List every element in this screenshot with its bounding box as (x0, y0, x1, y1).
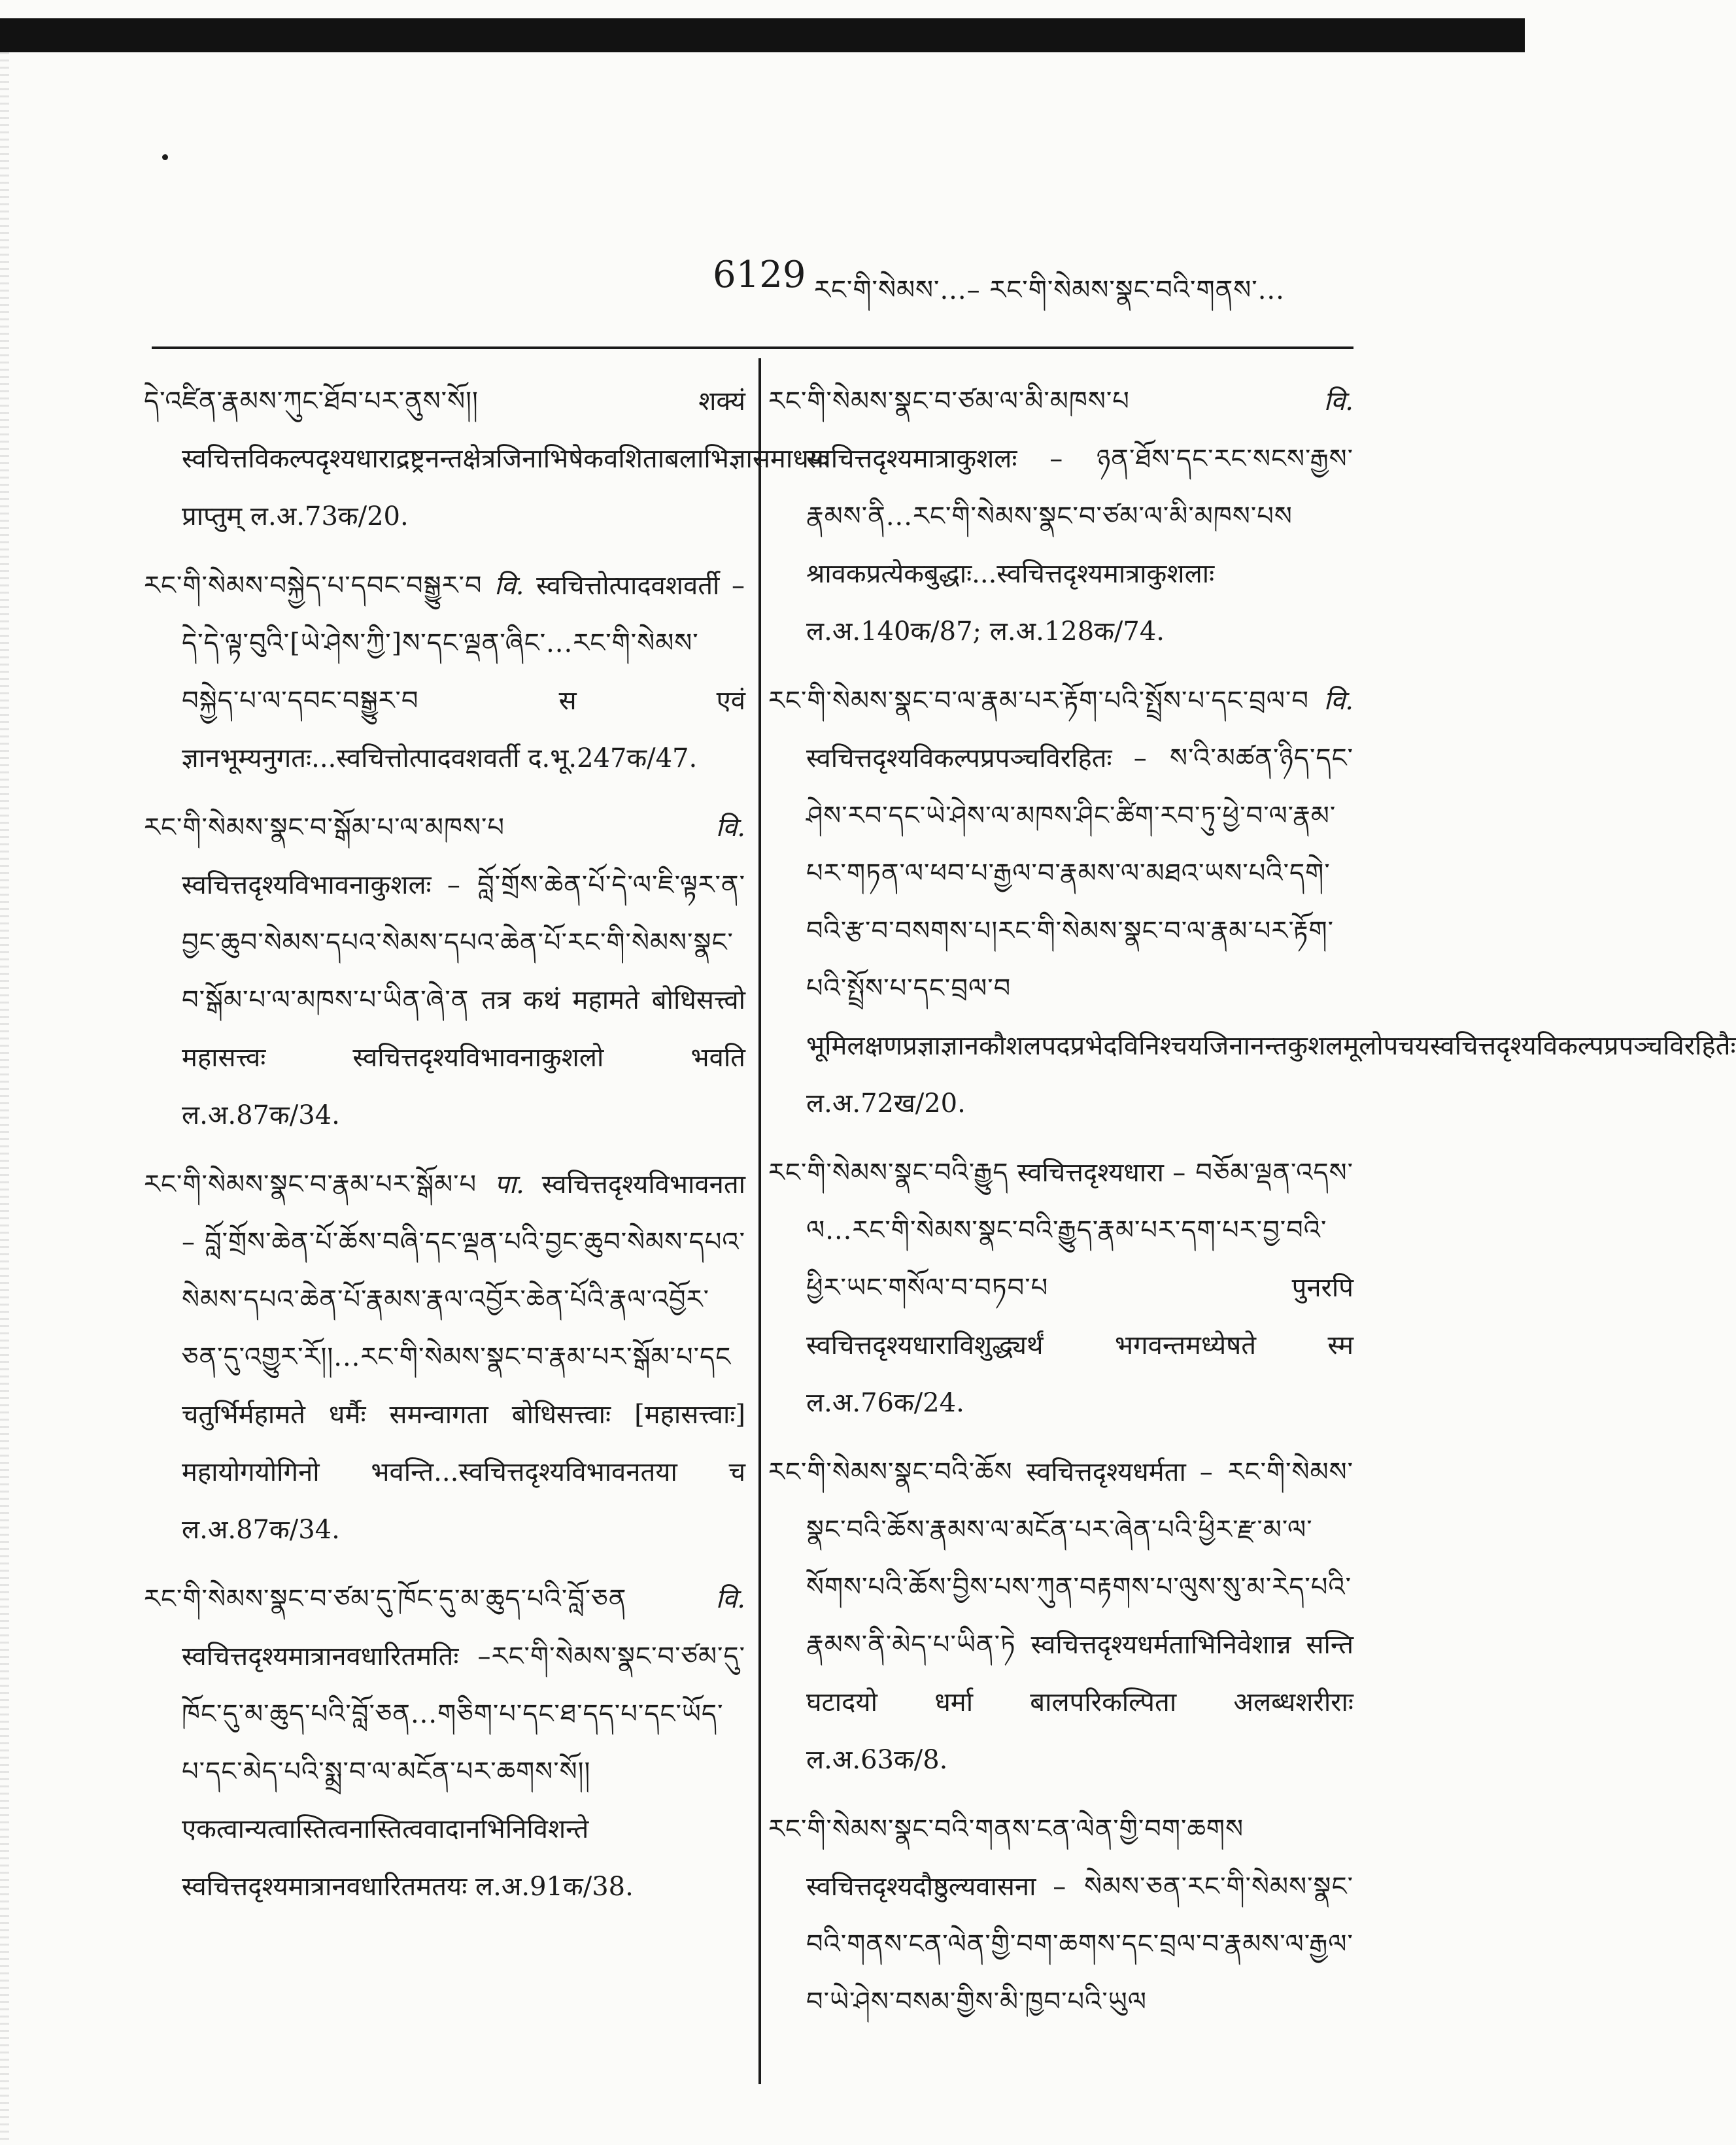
entry-tibetan-example: – ཉན་ཐོས་དང་རང་སངས་རྒྱས་རྣམས་ནི...རང་གི་སེམས་སྣང་བ་ཙམ་ལ་མི་མཁས་པས (806, 444, 1353, 532)
entry-tibetan: དེ་འཛིན་རྣམས་ཀུང་ཐོབ་པར་ནུས་སོ།། (144, 386, 479, 416)
entry-sanskrit-example: स एवं ज्ञानभूम्यनुगतः...स्वचित्तोत्पादवशवर्ती (182, 686, 745, 773)
entry-reference: ल.अ.76क/24. (806, 1388, 964, 1418)
entry-sanskrit: स्वचित्तदृश्यमात्रानवधारितमतिः (182, 1642, 459, 1672)
entry-reference: ल.अ.140क/87; ल.अ.128क/74. (806, 616, 1165, 647)
dictionary-entry (144, 373, 830, 545)
entry-sanskrit-example: श्रावकप्रत्येकबुद्धाः...स्वचित्तदृश्यमात्राकुशलाः (806, 559, 1215, 589)
entry-tibetan-example: –རང་གི་སེམས་སྣང་བ་ཙམ་དུ་ཁོང་དུ་མ་ཆུད་པའི་བློ་ཅན...གཅིག་པ་དང་ཐ་དད་པ་དང་ཡོད་པ་དང་མེད་པའི་སྨྲ་བ་ལ་མངོན་པར་ཆགས་སོ།། (182, 1642, 745, 1787)
entry-reference: द.भू.247क/47. (528, 743, 698, 773)
entry-sanskrit: स्वचित्तदृश्यधारा (1017, 1158, 1164, 1188)
running-head: རང་གི་སེམས་...– རང་གི་སེམས་སྣང་བའི་གནས་... (814, 275, 1285, 305)
entry-reference: ल.अ.63क/8. (806, 1745, 948, 1775)
entry-sanskrit-example: तत्र कथं महामते बोधिसत्त्वो महासत्त्वः स्वचित्तदृश्यविभावनाकुशलो भवति (182, 985, 745, 1073)
header-rule (152, 346, 1353, 349)
entry-headword: རང་གི་སེམས་སྣང་བ་རྣམ་པར་སྒོམ་པ (144, 1170, 477, 1200)
entry-headword: རང་གི་སེམས་སྣང་བའི་རྒྱུད (768, 1158, 1009, 1188)
entry-headword: རང་གི་སེམས་སྣང་བ་ལ་རྣམ་པར་རྟོག་པའི་སྤྲོས་པ་དང་བྲལ་བ (768, 686, 1310, 716)
dictionary-entry (768, 1144, 1353, 1432)
entry-reference: ल.अ.87क/34. (182, 1515, 340, 1545)
entry-sanskrit: शक्यं स्वचित्तविकल्पदृश्यधाराद्रष्ट्रनन्तक्षेत्रजिनाभिषेकवशिताबलाभिज्ञासमाधयः प्राप्तुम् (182, 386, 830, 532)
entry-sanskrit-example: पुनरपि स्वचित्तदृश्यधाराविशुद्ध्यर्थं भगवन्तमध्येषते स्म (806, 1273, 1353, 1360)
entry-sanskrit: स्वचित्तदृश्यदौष्ठुल्यवासना (806, 1872, 1036, 1902)
entry-sanskrit-example: स्वचित्तदृश्यधर्मताभिनिवेशान्न सन्ति घटादयो धर्मा बालपरिकल्पिता अलब्धशरीराः (806, 1630, 1353, 1717)
entry-headword: རང་གི་སེམས་སྣང་བའི་ཆོས (768, 1457, 1013, 1487)
scan-top-border (0, 18, 1525, 52)
entry-pos: वि. (1323, 386, 1353, 416)
entry-tibetan-example: – ས་འི་མཚན་ཉིད་དང་ཤེས་རབ་དང་ཡེ་ཤེས་ལ་མཁས་ཤིང་ཚིག་རབ་ཏུ་ཕྱེ་བ་ལ་རྣམ་པར་གཏན་ལ་ཕབ་པ་རྒྱལ་བ་རྣམས་ལ་མཐའ་ཡས་པའི་དགེ་བའི་རྩ་བ་བསགས་པ།རང་གི་སེམས་སྣང་བ་ལ་རྣམ་པར་རྟོག་པའི་སྤྲོས་པ་དང་བྲལ་བ (806, 743, 1353, 1004)
dictionary-entry (768, 1800, 1353, 2031)
entry-headword: རང་གི་སེམས་སྣང་བ་ཙམ་ལ་མི་མཁས་པ (768, 386, 1130, 416)
scan-left-edge (0, 52, 9, 2144)
entry-pos: वि. (494, 571, 524, 601)
entry-headword: རང་གི་སེམས་སྣང་བའི་གནས་ངན་ལེན་གྱི་བག་ཆགས (768, 1814, 1244, 1844)
entry-sanskrit: स्वचित्तदृश्यमात्राकुशलः (806, 444, 1017, 474)
page-number: 6129 (713, 254, 806, 296)
dictionary-entry (768, 373, 1353, 660)
stray-dot (162, 154, 168, 160)
entry-tibetan-example: – བཅོམ་ལྡན་འདས་ལ...རང་གི་སེམས་སྣང་བའི་རྒྱུད་རྣམ་པར་དག་པར་བྱ་བའི་ཕྱིར་ཡང་གསོལ་བ་བཏབ་པ (806, 1158, 1354, 1303)
dictionary-entry (144, 1156, 745, 1559)
entry-pos: वि. (715, 813, 745, 843)
entry-tibetan-example: – བློ་གྲོས་ཆེན་པོ་ཆོས་བཞི་དང་ལྡན་པའི་བྱང་ཆུབ་སེམས་དཔའ་སེམས་དཔའ་ཆེན་པོ་རྣམས་རྣལ་འབྱོར་ཆེན་པོའི་རྣལ་འབྱོར་ཅན་དུ་འགྱུར་རོ།།...རང་གི་སེམས་སྣང་བ་རྣམ་པར་སྒོམ་པ་དང (182, 1227, 745, 1372)
entry-sanskrit-example: चतुर्भिर्महामते धर्मैः समन्वागता बोधिसत्त्वाः [महासत्त्वाः] महायोगयोगिनो भवन्ति...स्वचित्तदृश्यविभावनतया च (182, 1400, 745, 1487)
entry-sanskrit: स्वचित्तदृश्यविकल्पप्रपञ्चविरहितः (806, 743, 1112, 773)
entry-sanskrit: स्वचित्तोत्पादवशवर्ती (536, 571, 720, 601)
entry-pos: वि. (1323, 686, 1353, 716)
dictionary-entry (144, 799, 745, 1144)
entry-sanskrit-example: भूमिलक्षणप्रज्ञाज्ञानकौशलपदप्रभेदविनिश्चयजिनानन्तकुशलमूलोपचयस्वचित्तदृश्यविकल्पप्रपञ्चविरहितैः (806, 1031, 1736, 1061)
entry-reference: ल.अ.91क/38. (475, 1872, 634, 1902)
entry-sanskrit: स्वचित्तदृश्यधर्मता (1026, 1457, 1186, 1487)
entry-pos: वि. (715, 1584, 745, 1614)
entry-reference: ल.अ.87क/34. (182, 1100, 340, 1130)
entry-reference: ल.अ.72ख/20. (806, 1089, 966, 1119)
dictionary-entry (768, 672, 1736, 1132)
entry-sanskrit: स्वचित्तदृश्यविभावनाकुशलः (182, 870, 432, 900)
dictionary-entry (768, 1444, 1353, 1789)
entry-tibetan-example: – རང་གི་སེམས་སྣང་བའི་ཆོས་རྣམས་ལ་མངོན་པར་ཞེན་པའི་ཕྱིར་རྫ་མ་ལ་སོགས་པའི་ཆོས་བྱིས་པས་ཀུན་བརྟགས་པ་ལུས་སུ་མ་རེད་པའི་རྣམས་ནི་མེད་པ་ཡིན་ཏེ (806, 1457, 1354, 1660)
entry-sanskrit: स्वचित्तदृश्यविभावनता (541, 1170, 746, 1200)
column-divider (758, 358, 761, 2084)
left-column (144, 373, 830, 1927)
entry-tibetan-example: – བློ་གྲོས་ཆེན་པོ་དེ་ལ་ཇི་ལྟར་ན་བྱང་ཆུབ་སེམས་དཔའ་སེམས་དཔའ་ཆེན་པོ་རང་གི་སེམས་སྣང་བ་སྒོམ་པ་ལ་མཁས་པ་ཡིན་ཞེ་ན (182, 870, 745, 1015)
entry-tibetan-example: – དེ་དེ་ལྟ་བུའི་[ཡེ་ཤེས་ཀྱི་]ས་དང་ལྡན་ཞིང་...རང་གི་སེམས་བསྐྱེད་པ་ལ་དབང་བསྒྱུར་བ (182, 571, 745, 716)
entry-tibetan-example: – སེམས་ཅན་རང་གི་སེམས་སྣང་བའི་གནས་ངན་ལེན་གྱི་བག་ཆགས་དང་བྲལ་བ་རྣམས་ལ་རྒྱལ་བ་ཡེ་ཤེས་བསམ་གྱིས་མི་ཁྱབ་པའི་ཡུལ (806, 1872, 1353, 2017)
entry-headword: རང་གི་སེམས་བསྐྱེད་པ་དབང་བསྒྱུར་བ (144, 571, 483, 601)
dictionary-entry (144, 1570, 745, 1916)
entry-sanskrit-example: एकत्वान्यत्वास्तित्वनास्तित्ववादानभिनिविशन्ते स्वचित्तदृश्यमात्रानवधारितमतयः (182, 1814, 589, 1902)
entry-headword: རང་གི་སེམས་སྣང་བ་ཙམ་དུ་ཁོང་དུ་མ་ཆུད་པའི་བློ་ཅན (144, 1584, 627, 1614)
dictionary-entry (144, 557, 745, 787)
entry-headword: རང་གི་སེམས་སྣང་བ་སྒོམ་པ་ལ་མཁས་པ (144, 813, 505, 843)
entry-reference: ल.अ.73क/20. (250, 501, 409, 532)
right-column (768, 373, 1736, 2042)
entry-pos: पा. (494, 1170, 524, 1200)
